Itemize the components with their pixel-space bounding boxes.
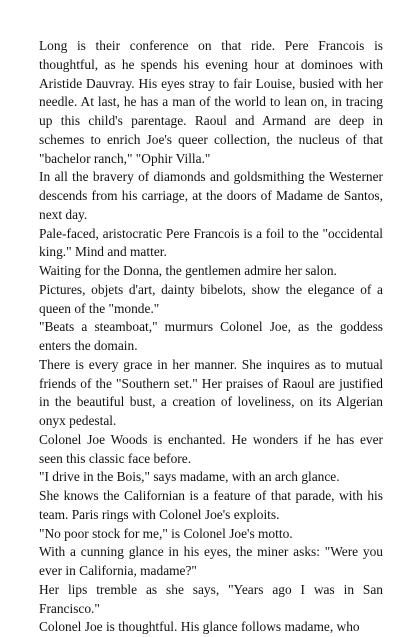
- paragraph: She knows the Californian is a feature of that parade, with his team. Paris rings with Colonel Joe's exploits.: [39, 488, 383, 522]
- paragraph: In all the bravery of diamonds and goldsmithing the Westerner descends from his carriage, at the doors of Madame de Santos, next day.: [39, 169, 383, 222]
- paragraph: Pale-faced, aristocratic Pere Francois is a foil to the "occidental king." Mind and matter.: [39, 225, 383, 260]
- paragraph: Colonel Joe Woods is enchanted. He wonders if he has ever seen this classic face before.: [39, 431, 383, 466]
- paragraph: Her lips tremble as she says, "Years ago I was in San Francisco.": [39, 581, 383, 616]
- paragraph: Pictures, objets d'art, dainty bibelots, show the elegance of a queen of the "monde.": [39, 281, 383, 316]
- paragraph: There is every grace in her manner. She inquires as to mutual friends of the "Southern set." Her praises of Raoul are justified in the beautiful bust, a creation of loveliness, on its Algerian onyx pedestal.: [39, 356, 383, 428]
- page-body: [39, 37, 383, 637]
- paragraph: Waiting for the Donna, the gentlemen admire her salon.: [39, 263, 337, 278]
- paragraph: "Beats a steamboat," murmurs Colonel Joe, as the goddess enters the domain.: [39, 319, 383, 353]
- paragraph: Long is their conference on that ride. Pere Francois is thoughtful, as he spends his evening hour at dominoes with Aristide Dauvray. His eyes stray to fair Louise, busied with her needle. At last, he has a man of the world to lean on, in tracing up this child's parentage. Raoul and Armand are deep in schemes to enrich Joe's queer collection, the nucleus of that "bachelor ranch," "Ophir Villa.": [39, 38, 383, 166]
- paragraph: "No poor stock for me," is Colonel Joe's motto.: [39, 525, 293, 541]
- paragraph: Colonel Joe is thoughtful. His glance follows madame, who: [39, 619, 360, 635]
- paragraph: With a cunning glance in his eyes, the miner asks: "Were you ever in California, madame?": [39, 544, 383, 578]
- paragraph: "I drive in the Bois," says madame, with an arch glance.: [39, 469, 340, 485]
